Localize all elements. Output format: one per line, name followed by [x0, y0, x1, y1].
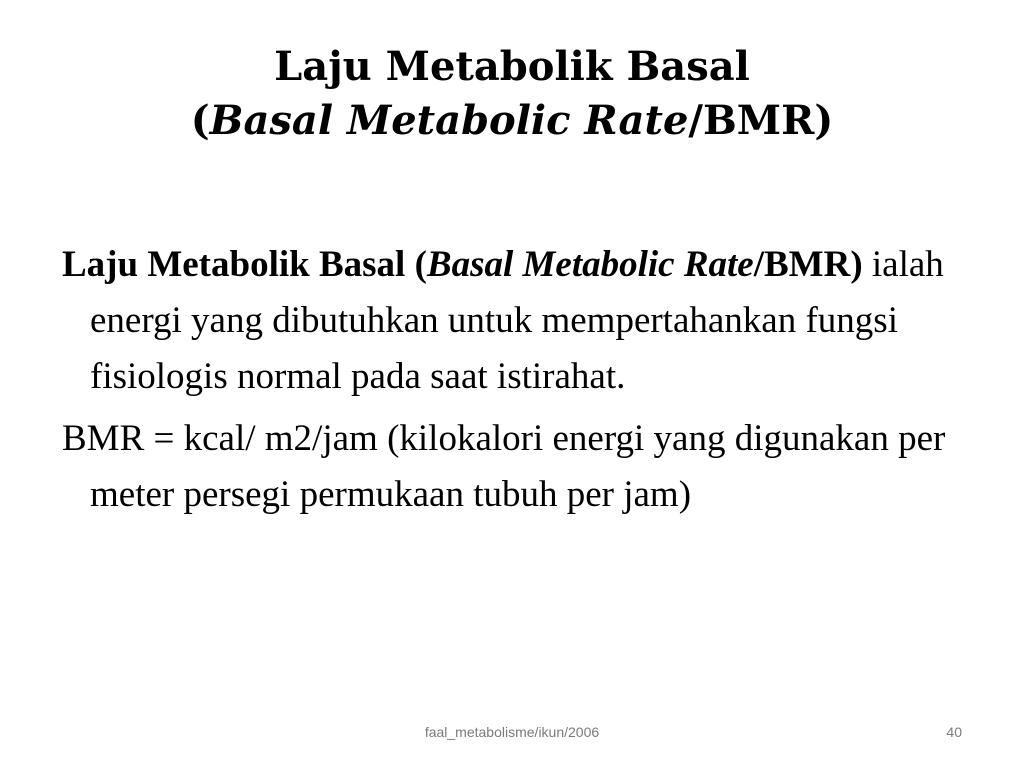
title-line-2 [0, 94, 1024, 148]
definition-term-italic: Basal Metabolic Rate [426, 244, 754, 285]
title-abbreviation: /BMR) [688, 97, 834, 144]
slide-title [0, 40, 1024, 148]
formula-paragraph [62, 411, 962, 523]
footer-source: faal_metabolisme/ikun/2006 [424, 724, 600, 740]
definition-term-lead: Laju Metabolik Basal ( [62, 244, 427, 285]
definition-text: ialah energi yang dibutuhkan untuk mempertahankan fungsi fisiologis normal pada saat istirahat. [90, 244, 944, 397]
page-number: 40 [946, 724, 962, 740]
formula-text: BMR = kcal/ m2/jam (kilokalori energi yang digunakan per meter persegi permukaan tubuh per jam) [62, 418, 946, 515]
slide-body [62, 237, 962, 529]
definition-paragraph [62, 237, 962, 405]
definition-term-tail: /BMR) [753, 244, 863, 285]
title-italic-term: Basal Metabolic Rate [209, 97, 689, 144]
title-open-paren: ( [190, 97, 210, 144]
definition-term [62, 244, 863, 285]
title-line-1: Laju Metabolik Basal [274, 43, 750, 90]
